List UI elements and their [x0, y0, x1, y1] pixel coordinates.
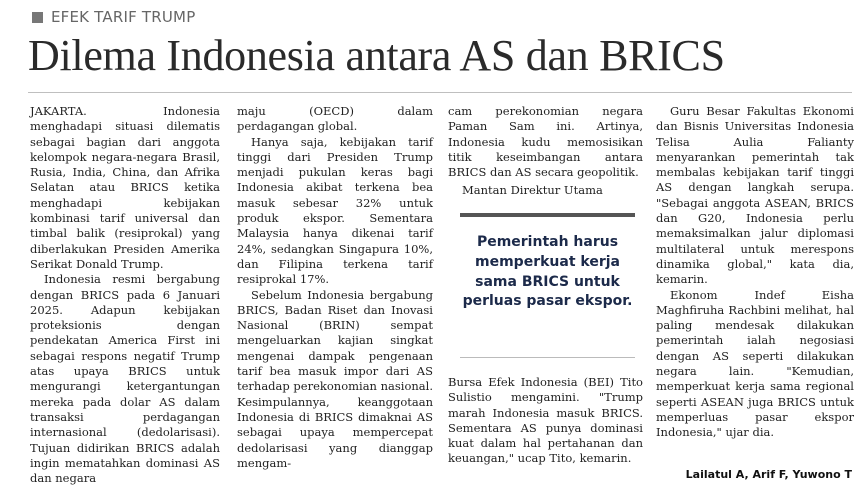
article-column-3-bottom: [448, 375, 643, 467]
paragraph: Sebelum Indonesia bergabung BRICS, Badan Riset dan Inovasi Nasional (BRIN) sempat mengeluarkan kajian singkat mengenai dampak pengenaan tarif bea masuk impor dari AS terhadap perekonomian nasional. Kesimpulannya, keanggotaan Indonesia di BRICS dimaknai AS sebagai upaya mempercepat dedolarisasi yang dianggap mengam-: [237, 287, 433, 470]
headline-divider: [28, 92, 852, 93]
column-3-continuation: [448, 183, 643, 198]
kicker-label: EFEK TARIF TRUMP: [51, 8, 196, 26]
paragraph: Indonesia resmi bergabung dengan BRICS pada 6 Januari 2025. Adapun kebijakan proteksionis dengan pendekatan America First ini sebagai respons negatif Trump atas upaya BRICS untuk mengurangi ketergantungan mereka pada dolar AS dalam transaksi perdagangan internasional (dedolarisasi). Tujuan didirikan BRICS adalah ingin mematahkan dominasi AS dan negara: [30, 272, 220, 486]
paragraph: JAKARTA. Indonesia menghadapi situasi dilematis sebagai bagian dari anggota kelompok negara-negara Brasil, Rusia, India, China, dan Afrika Selatan atau BRICS ketika menghadapi kebijakan kombinasi tarif universal dan timbal balik (resiprokal) yang diberlakukan Presiden Amerika Serikat Donald Trump.: [30, 104, 220, 271]
byline: Lailatul A, Arif F, Yuwono T: [685, 468, 852, 481]
paragraph: Hanya saja, kebijakan tarif tinggi dari Presiden Trump menjadi pukulan keras bagi Indonesia akibat terkena bea masuk sebesar 32% untuk produk ekspor. Sementara Malaysia hanya dikenai tarif 24%, sedangkan Singapura 10%, dan Filipina terkena tarif resiprokal 17%.: [237, 134, 433, 287]
paragraph: maju (OECD) dalam perdagangan global.: [237, 104, 433, 134]
pull-quote-box: [460, 213, 635, 358]
article-column-1: [30, 104, 220, 486]
paragraph: Bursa Efek Indonesia (BEI) Tito Sulistio mengamini. "Trump marah Indonesia masuk BRICS. Sementara AS punya dominasi kuat dalam hal pertahanan dan keuangan," ucap Tito, kemarin.: [448, 375, 643, 466]
paragraph-start: Mantan Direktur Utama: [462, 183, 603, 197]
kicker-square-icon: [32, 12, 43, 23]
paragraph: Guru Besar Fakultas Ekonomi dan Bisnis Universitas Indonesia Telisa Aulia Falianty menyarankan pemerintah tak membalas kebijakan tarif tinggi AS dengan langkah serupa. "Sebagai anggota ASEAN, BRICS dan G20, Indonesia perlu memaksimalkan jalur diplomasi multilateral untuk merespons dinamika global," kata dia, kemarin.: [656, 104, 854, 287]
paragraph: Ekonom Indef Eisha Maghfiruha Rachbini melihat, hal paling mendesak dilakukan pemerintah ialah negosiasi dengan AS seperti dilakukan negara lain. "Kemudian, memperkuat kerja sama regional seperti ASEAN juga BRICS untuk memperluas pasar ekspor Indonesia," ujar dia.: [656, 287, 854, 440]
pull-quote: Pemerintah harus memperkuat kerja sama BRICS untuk perluas pasar ekspor.: [462, 234, 633, 310]
article-column-2: [237, 104, 433, 471]
article-column-3-top: [448, 104, 643, 180]
paragraph: cam perekonomian negara Paman Sam ini. Artinya, Indonesia kudu memosisikan titik keseimbangan antara BRICS dan AS secara geopolitik.: [448, 104, 643, 180]
section-kicker: [32, 8, 195, 26]
article-column-4: [656, 104, 854, 441]
article-headline: Dilema Indonesia antara AS dan BRICS: [28, 31, 725, 80]
